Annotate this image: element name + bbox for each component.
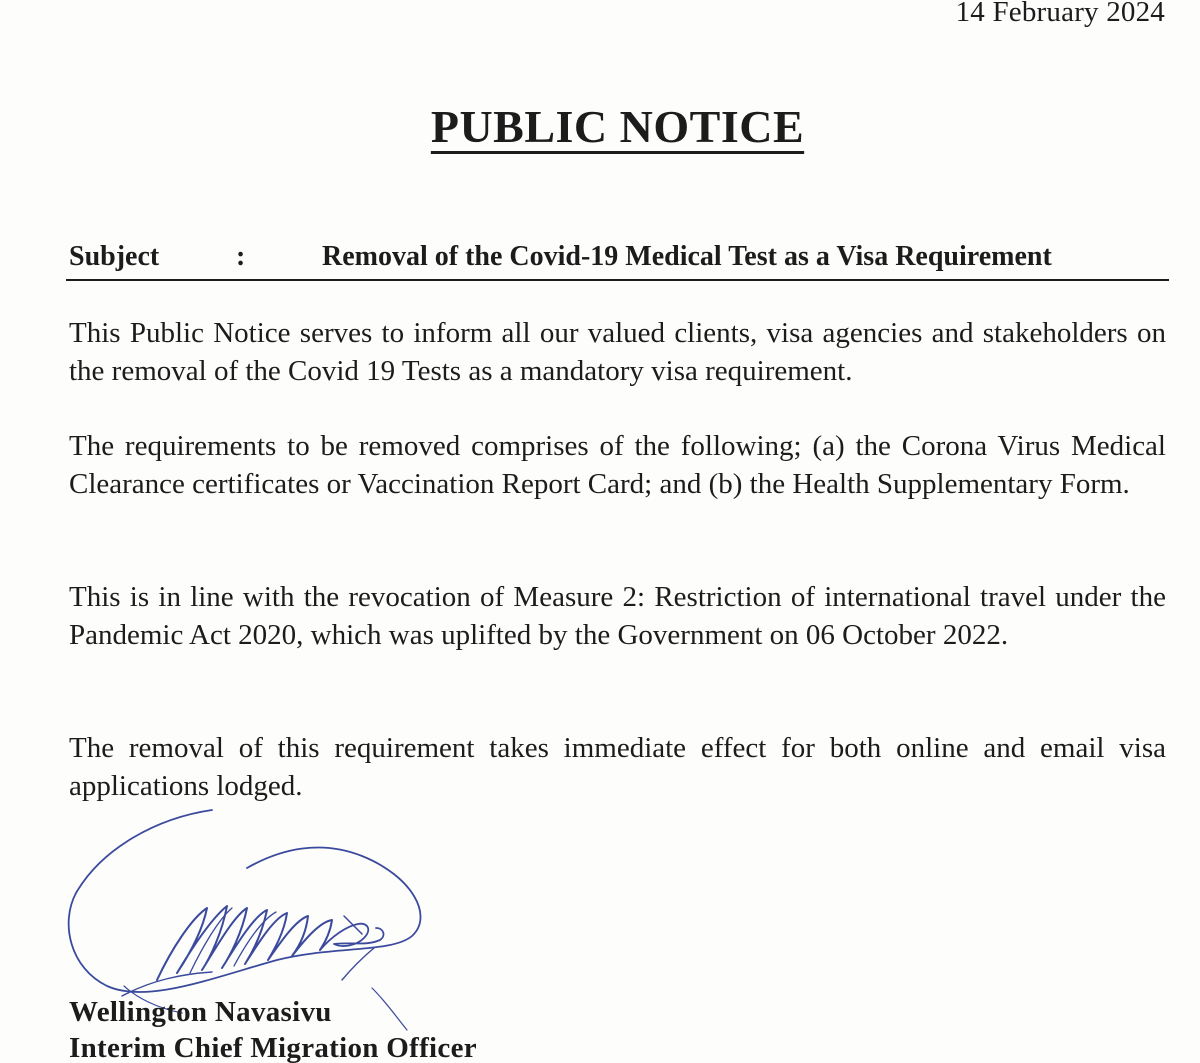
- paragraph-2: The requirements to be removed comprises of the following; (a) the Corona Virus Medical Clearance certificates or Vaccination Report Card; and (b) the Health Supplementary Form.: [69, 430, 1166, 500]
- signatory-position: Interim Chief Migration Officer: [69, 1032, 477, 1063]
- subject-text: Removal of the Covid-19 Medical Test as a Visa Requirement: [322, 241, 1052, 272]
- subject-label: Subject: [69, 241, 160, 272]
- subject-separator: :: [236, 241, 246, 272]
- notice-title: [0, 100, 1200, 153]
- paragraph-3: This is in line with the revocation of Measure 2: Restriction of international travel under the Pandemic Act 2020, which was uplifted by the Government on 06 October 2022.: [69, 581, 1166, 651]
- notice-date: 14 February 2024: [955, 0, 1165, 28]
- paragraph-1: This Public Notice serves to inform all our valued clients, visa agencies and stakeholders on the removal of the Covid 19 Tests as a mandatory visa requirement.: [69, 317, 1166, 387]
- subject-line: [66, 241, 1169, 281]
- signatory-name: Wellington Navasivu: [69, 996, 332, 1028]
- paragraph-4: The removal of this requirement takes immediate effect for both online and email visa applications lodged.: [69, 732, 1166, 802]
- notice-title-text: PUBLIC NOTICE: [430, 101, 805, 152]
